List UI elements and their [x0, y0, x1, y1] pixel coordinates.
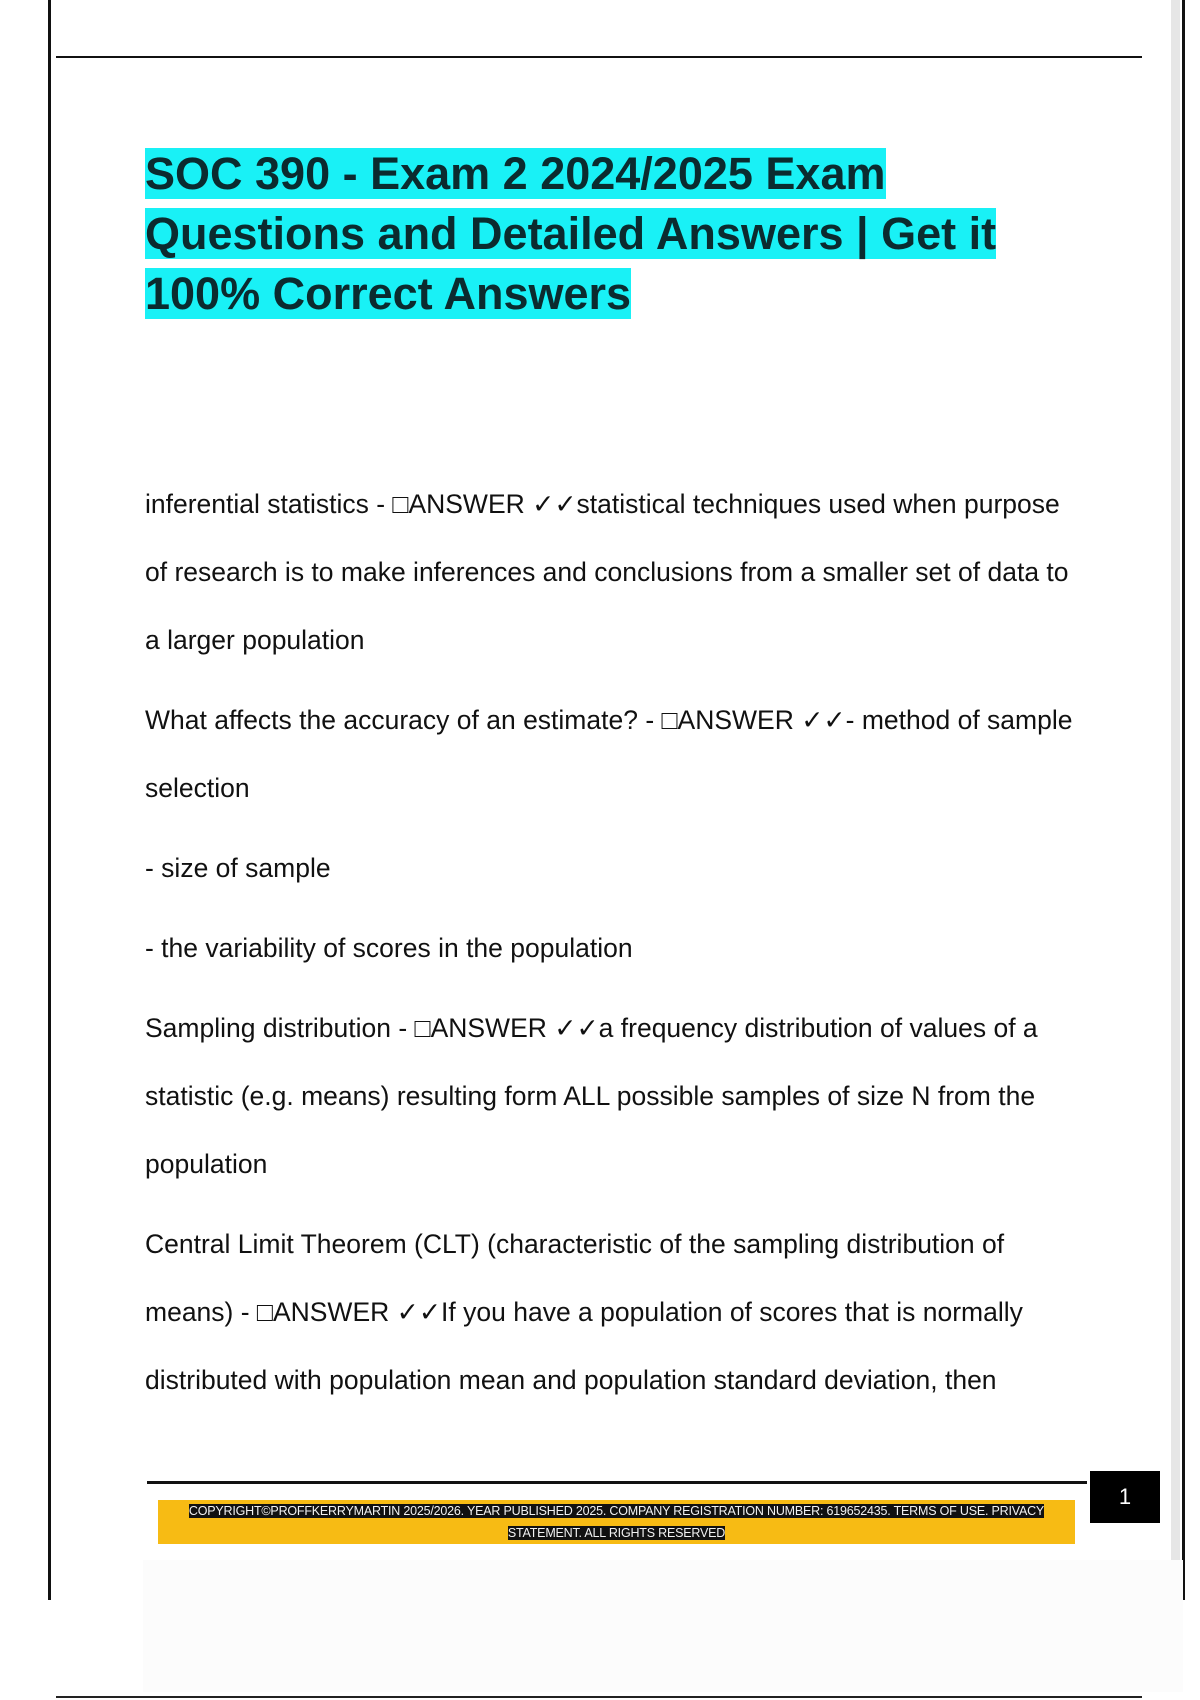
page-left-border: [48, 0, 51, 1600]
page-right-border: [1182, 0, 1185, 1600]
checkmark-icon: ✓✓: [532, 489, 577, 519]
answer-marker-icon: □: [414, 1013, 431, 1043]
document-title: [145, 144, 1095, 324]
qa-entry-central-limit-theorem: [145, 1210, 1085, 1414]
header-rule: [56, 56, 1142, 58]
footer-copyright: [158, 1500, 1075, 1544]
checkmark-icon: ✓✓: [554, 1013, 599, 1043]
answer-marker-icon: □: [392, 489, 409, 519]
qa-content: [145, 470, 1085, 1426]
checkmark-icon: ✓✓: [396, 1297, 442, 1327]
next-page-rule: [56, 1696, 1142, 1698]
answer-marker-icon: □: [256, 1297, 273, 1327]
qa-entry-sampling-distribution: [145, 994, 1085, 1198]
answer-label: ANSWER: [408, 489, 533, 519]
entry-term: What affects the accuracy of an estimate? -: [145, 705, 662, 735]
entry-answer: a frequency distribution of values of a statistic (e.g. means) resulting form ALL possible samples of size N from the population: [145, 1013, 1038, 1179]
entry-term: Sampling distribution -: [145, 1013, 415, 1043]
footer-copyright-text: COPYRIGHT©PROFFKERRYMARTIN 2025/2026. YEAR PUBLISHED 2025. COMPANY REGISTRATION NUMBER: 619652435. TERMS OF USE. PRIVACY STATEMENT. ALL RIGHTS RESERVED: [188, 1504, 1045, 1540]
checkmark-icon: ✓✓: [801, 705, 846, 735]
footer-rule: [147, 1481, 1087, 1484]
entry-answer: If you have a population of scores that is normally distributed with population mean and population standard deviation, then: [145, 1297, 1023, 1395]
answer-label: ANSWER: [677, 705, 802, 735]
qa-entry-extra-line: - size of sample: [145, 853, 331, 883]
qa-entry-estimate-accuracy: [145, 686, 1085, 822]
entry-answer: statistical techniques used when purpose of research is to make inferences and conclusions from a smaller set of data to a larger population: [145, 489, 1069, 655]
answer-label: ANSWER: [430, 1013, 555, 1043]
entry-answer: - method of sample selection: [145, 705, 1073, 803]
page-number: 1: [1090, 1471, 1160, 1523]
entry-term: inferential statistics -: [145, 489, 393, 519]
entry-term: Central Limit Theorem (CLT) (characteristic of the sampling distribution of means) -: [145, 1229, 1005, 1327]
answer-label: ANSWER: [272, 1297, 397, 1327]
page-lower-area: [143, 1560, 1183, 1692]
answer-marker-icon: □: [661, 705, 678, 735]
qa-entry-extra-line: - the variability of scores in the population: [145, 933, 633, 963]
document-title-text: SOC 390 - Exam 2 2024/2025 Exam Questions and Detailed Answers | Get it 100% Correct Answers: [145, 148, 997, 319]
page-right-shadow: [1171, 0, 1180, 1600]
qa-entry-inferential-statistics: [145, 470, 1085, 674]
